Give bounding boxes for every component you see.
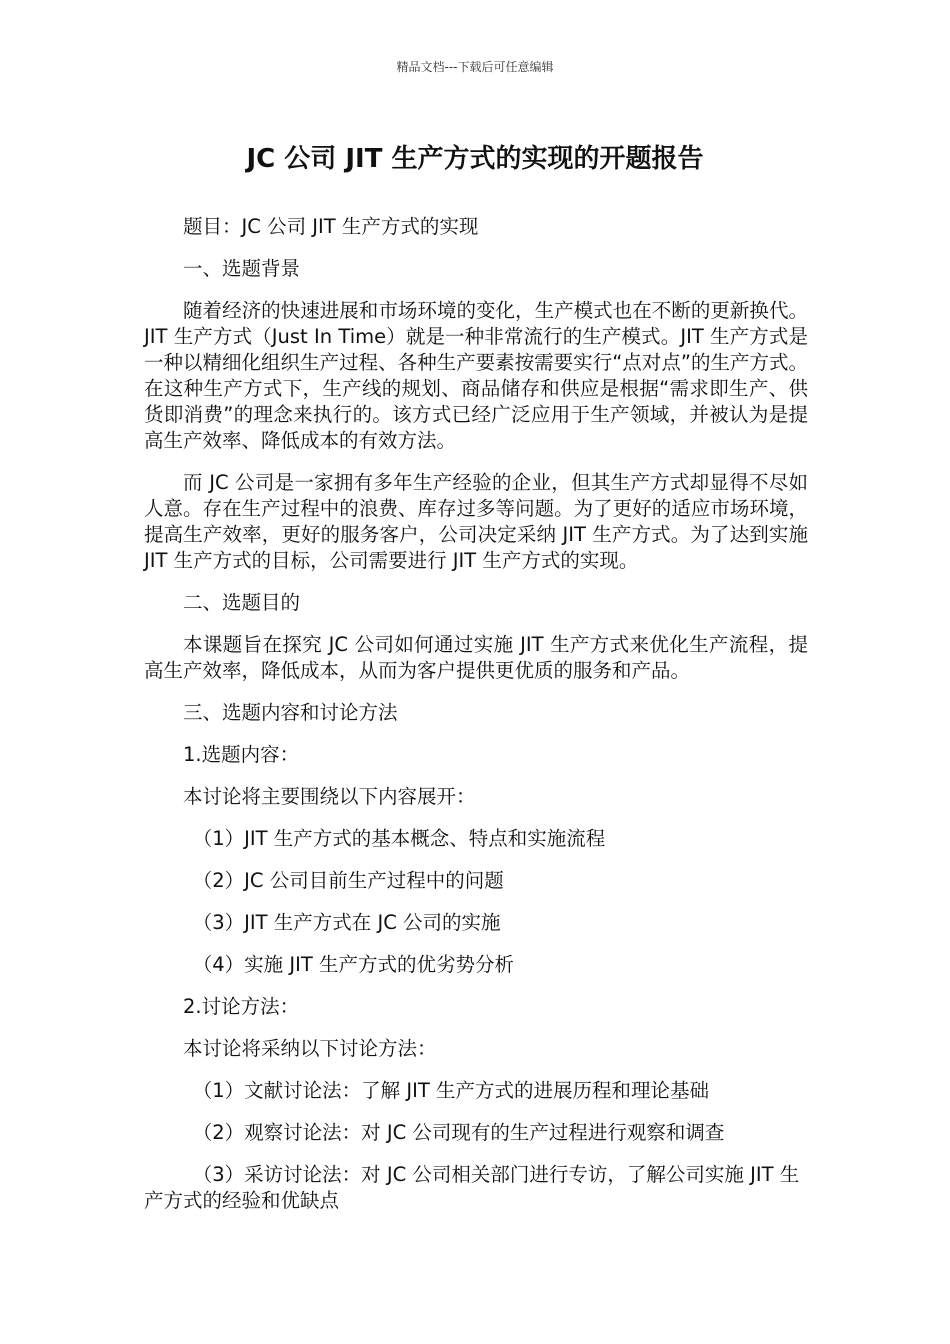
header-note: 精品文档---下载后可任意编辑 <box>396 60 554 74</box>
section-heading-content-method: 三、选题内容和讨论方法 <box>183 701 398 724</box>
subheading-method: 2.讨论方法： <box>183 995 300 1018</box>
section-heading-background: 一、选题背景 <box>183 257 301 280</box>
list-item: （4）实施 JIT 生产方式的优劣势分析 <box>192 953 514 976</box>
document-body <box>144 214 808 1230</box>
list-item: （1）JIT 生产方式的基本概念、特点和实施流程 <box>192 827 606 850</box>
method-intro: 本讨论将采纳以下讨论方法： <box>183 1037 437 1060</box>
list-item: （3）JIT 生产方式在 JC 公司的实施 <box>192 911 501 934</box>
list-item: （1）文献讨论法：了解 JIT 生产方式的进展历程和理论基础 <box>192 1079 709 1102</box>
list-item: （2）观察讨论法：对 JC 公司现有的生产过程进行观察和调查 <box>192 1121 725 1144</box>
paragraph-purpose: 本课题旨在探究 JC 公司如何通过实施 JIT 生产方式来优化生产流程，提高生产效率，降低成本，从而为客户提供更优质的服务和产品。 <box>144 633 808 682</box>
topic-line: 题目：JC 公司 JIT 生产方式的实现 <box>183 215 479 238</box>
document-title: JC 公司 JIT 生产方式的实现的开题报告 <box>246 144 704 174</box>
content-intro: 本讨论将主要围绕以下内容展开： <box>183 785 476 808</box>
paragraph-background-2: 而 JC 公司是一家拥有多年生产经验的企业，但其生产方式却显得不尽如人意。存在生产过程中的浪费、库存过多等问题。为了更好的适应市场环境，提高生产效率，更好的服务客户，公司决定采纳 JIT 生产方式。为了达到实施 JIT 生产方式的目标，公司需要进行 JIT 生产方式的实现。 <box>144 471 808 572</box>
subheading-content: 1.选题内容： <box>183 743 300 766</box>
list-item: （2）JC 公司目前生产过程中的问题 <box>192 869 504 892</box>
section-heading-purpose: 二、选题目的 <box>183 591 301 614</box>
list-item: （3）采访讨论法：对 JC 公司相关部门进行专访，了解公司实施 JIT 生产方式的经验和优缺点 <box>144 1163 800 1212</box>
paragraph-background-1: 随着经济的快速进展和市场环境的变化，生产模式也在不断的更新换代。JIT 生产方式（Just In Time）就是一种非常流行的生产模式。JIT 生产方式是一种以精细化组织生产过程、各种生产要素按需要实行“点对点”的生产方式。在这种生产方式下，生产线的规划、商品储存和供应是根据“需求即生产、供货即消费”的理念来执行的。该方式已经广泛应用于生产领域，并被认为是提高生产效率、降低成本的有效方法。 <box>144 299 808 452</box>
